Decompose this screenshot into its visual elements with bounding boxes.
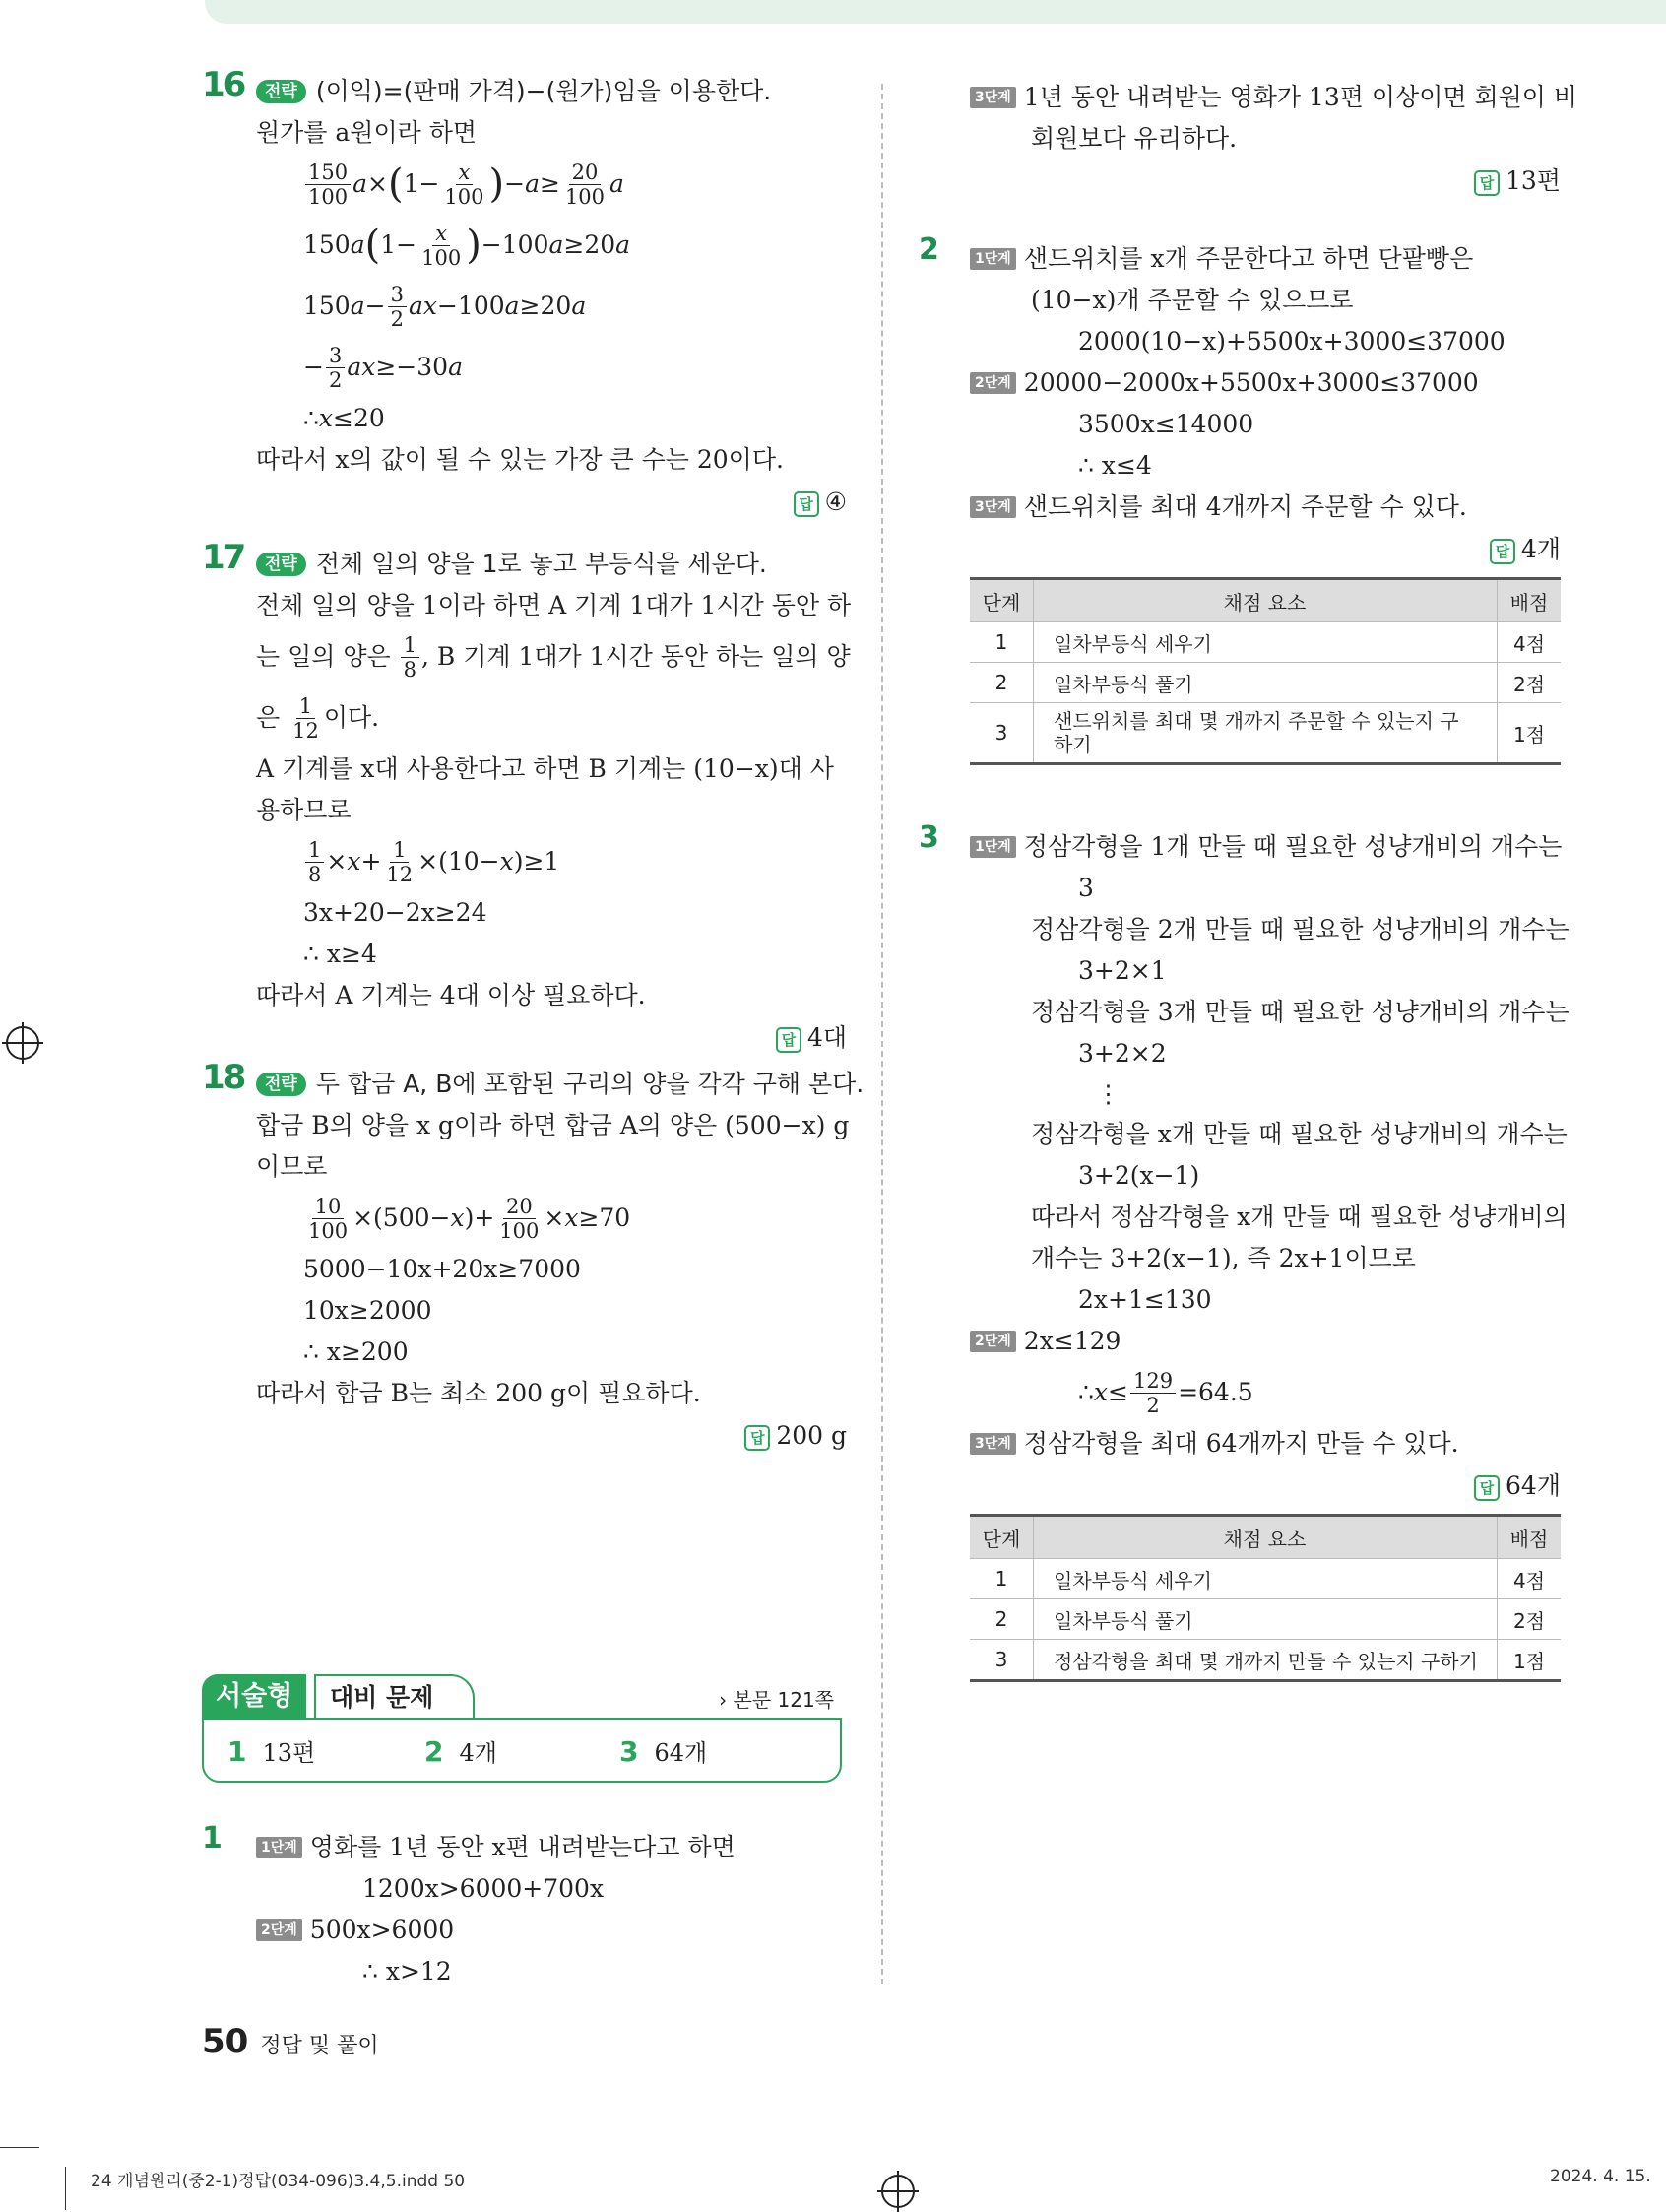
problem-number: 3: [919, 820, 937, 855]
equation: 150 a ( 1− $\frac{x}{100}$ ) −100 a ≥20 a: [303, 221, 631, 270]
equation: ∴ x≥200: [303, 1337, 409, 1366]
print-slug-date: 2024. 4. 15.: [1550, 2167, 1651, 2186]
registration-mark-icon: [6, 1026, 39, 1060]
essay-problem-1-continued: [970, 77, 1577, 203]
strategy-badge: 전략: [256, 80, 306, 103]
equation: 20000−2000x+5500x+3000≤37000: [1023, 368, 1479, 397]
table-row: 2 일차부등식 풀기 2점: [970, 663, 1561, 703]
text-line: 용하므로: [256, 796, 352, 824]
essay-prep-box: [202, 1674, 842, 1783]
equation: ∴ x≥4: [303, 940, 377, 968]
step-text: 정삼각형을 2개 만들 때 필요한 성냥개비의 개수는: [1031, 915, 1570, 943]
equation: $\frac{10}{100}$ ×(500− x )+ $\frac{20}{100}$ × x ≥70: [308, 1194, 631, 1243]
problem-17: [202, 538, 852, 1060]
problem-number: 1: [202, 1821, 221, 1855]
top-color-band: [205, 0, 1666, 24]
step-badge: 2단계: [970, 372, 1016, 394]
answer-summary-item: 2 4개: [424, 1735, 497, 1768]
answer-icon: 답: [1490, 539, 1515, 564]
step-badge: 1단계: [256, 1837, 302, 1858]
answer-icon: 답: [776, 1027, 801, 1053]
step-text: 샌드위치를 x개 주문한다고 하면 단팥빵은: [1023, 244, 1474, 273]
print-slug-file: 24 개념원리(중2-1)정답(034-096)3.4,5.indd 50: [91, 2172, 466, 2191]
conclusion: 따라서 x의 값이 될 수 있는 가장 큰 수는 20이다.: [256, 445, 784, 474]
conclusion: 따라서 합금 B는 최소 200 g이 필요하다.: [256, 1379, 701, 1407]
table-header: 단계: [970, 1516, 1034, 1559]
footer-label: 정답 및 풀이: [260, 2034, 379, 2058]
equation: 2x+1≤130: [1078, 1285, 1212, 1314]
equation: 10x≥2000: [303, 1296, 432, 1325]
equation: 2x≤129: [1023, 1327, 1121, 1355]
problem-number: 16: [202, 65, 245, 104]
essay-problem-2: [919, 232, 1561, 765]
equation: 1200x>6000+700x: [362, 1874, 605, 1903]
step-text: 정삼각형을 x개 만들 때 필요한 성냥개비의 개수는: [1031, 1120, 1568, 1148]
step-text: 정삼각형을 1개 만들 때 필요한 성냥개비의 개수는: [1023, 832, 1563, 861]
answer-icon: 답: [744, 1425, 770, 1451]
equation: 3: [1078, 874, 1094, 902]
answer-icon: 답: [794, 491, 819, 517]
text-line: 전체 일의 양을 1이라 하면 A 기계 1대가 1시간 동안 하: [256, 591, 852, 619]
column-divider: [881, 84, 883, 1984]
text-line: 은 $\frac{1}{12}$ 이다.: [256, 693, 380, 743]
strategy-text: (이익)=(판매 가격)−(원가)임을 이용한다.: [315, 77, 772, 105]
strategy-badge: 전략: [256, 553, 306, 576]
text-line: 이므로: [256, 1152, 328, 1181]
crop-mark: [0, 2147, 39, 2148]
equation: 3x+20−2x≥24: [303, 898, 487, 927]
strategy-text: 두 합금 A, B에 포함된 구리의 양을 각각 구해 본다.: [315, 1070, 865, 1098]
equation: $\frac{150}{100}$ a × ( 1− $\frac{x}{100}$ ) − a ≥ $\frac{20}{100}$ a: [256, 154, 847, 215]
equation: 500x>6000: [309, 1916, 455, 1944]
page-reference: › 본문 121쪽: [719, 1688, 834, 1712]
step-badge: 1단계: [970, 248, 1016, 270]
step-badge: 2단계: [256, 1919, 302, 1941]
page-footer: [202, 2022, 379, 2061]
table-row: 3 정삼각형을 최대 몇 개까지 만들 수 있는지 구하기 1점: [970, 1640, 1561, 1681]
table-header: 채점 요소: [1034, 579, 1498, 622]
text-line: 합금 B의 양을 x g이라 하면 합금 A의 양은 (500−x) g: [256, 1111, 850, 1139]
equation: 5000−10x+20x≥7000: [303, 1255, 581, 1283]
right-column: [919, 77, 1577, 1682]
page-number: 50: [202, 2022, 249, 2061]
step-text: 따라서 정삼각형을 x개 만들 때 필요한 성냥개비의: [1031, 1203, 1568, 1231]
step-badge: 3단계: [970, 1433, 1016, 1455]
ellipsis: ⋮: [1096, 1079, 1121, 1108]
answer: 답 64개: [970, 1464, 1561, 1508]
step-text: 샌드위치를 최대 4개까지 주문할 수 있다.: [1023, 492, 1467, 521]
table-header: 단계: [970, 579, 1034, 622]
box-title-main: 서술형: [202, 1674, 306, 1720]
equation: ∴ x ≤20: [303, 404, 385, 432]
table-header: 배점: [1498, 1516, 1562, 1559]
answer-icon: 답: [1474, 1475, 1500, 1501]
step-badge: 2단계: [970, 1331, 1016, 1352]
equation: 3+2(x−1): [1078, 1161, 1200, 1190]
text-line: 는 일의 양은 $\frac{1}{8}$ , B 기계 1대가 1시간 동안 하는 일의 양: [256, 632, 851, 682]
answer: 답 4대: [256, 1016, 847, 1060]
step-text: (10−x)개 주문할 수 있으므로: [1031, 286, 1354, 314]
scoring-table: [970, 1514, 1561, 1682]
left-column: [202, 65, 865, 1458]
equation: ∴ x>12: [362, 1957, 452, 1985]
problem-number: 18: [202, 1058, 245, 1097]
equation: 150 a − $\frac{3}{2}$ ax −100 a ≥20 a: [303, 282, 587, 331]
answer-summary-item: 3 64개: [619, 1735, 708, 1768]
equation: 2000(10−x)+5500x+3000≤37000: [1078, 327, 1506, 356]
step-text: 회원보다 유리하다.: [1031, 124, 1238, 153]
equation: 3+2×1: [1078, 956, 1167, 985]
step-badge: 1단계: [970, 836, 1016, 858]
step-text: 1년 동안 내려받는 영화가 13편 이상이면 회원이 비: [1023, 83, 1577, 111]
essay-problem-3: [919, 820, 1570, 1682]
strategy-badge: 전략: [256, 1073, 306, 1096]
step-text: 영화를 1년 동안 x편 내려받는다고 하면: [309, 1833, 736, 1861]
table-header: 채점 요소: [1034, 1516, 1498, 1559]
essay-problem-1: [202, 1821, 842, 1992]
problem-18: [202, 1058, 865, 1458]
step-text: 개수는 3+2(x−1), 즉 2x+1이므로: [1031, 1244, 1416, 1272]
answer: 답 200 g: [256, 1414, 847, 1458]
conclusion: 따라서 A 기계는 4대 이상 필요하다.: [256, 981, 646, 1009]
registration-mark-icon: [881, 2175, 915, 2208]
equation: ∴ x≤4: [1078, 451, 1152, 480]
answer: 답 4개: [970, 528, 1561, 571]
answer: 답 13편: [970, 160, 1561, 203]
problem-16: [202, 65, 847, 524]
equation: − $\frac{3}{2}$ ax ≥−30 a: [303, 343, 463, 392]
step-text: 정삼각형을 3개 만들 때 필요한 성냥개비의 개수는: [1031, 998, 1570, 1026]
equation: ∴ x ≤ $\frac{129}{2}$ =64.5: [1078, 1368, 1253, 1417]
table-row: 2 일차부등식 풀기 2점: [970, 1599, 1561, 1640]
table-row: 1 일차부등식 세우기 4점: [970, 622, 1561, 663]
answer-summary-item: 1 13편: [227, 1735, 316, 1768]
text-line: A 기계를 x대 사용한다고 하면 B 기계는 (10−x)대 사: [256, 754, 834, 783]
step-badge: 3단계: [970, 87, 1016, 108]
chevron-right-icon: ›: [719, 1688, 728, 1712]
answer-icon: 답: [1474, 170, 1500, 196]
step-text: 정삼각형을 최대 64개까지 만들 수 있다.: [1023, 1429, 1459, 1458]
step-badge: 3단계: [970, 496, 1016, 518]
text-line: 원가를 a원이라 하면: [256, 118, 477, 147]
problem-number: 17: [202, 538, 245, 577]
equation: 3+2×2: [1078, 1039, 1167, 1068]
answer: 답 ④: [256, 481, 847, 524]
table-row: 3 샌드위치를 최대 몇 개까지 주문할 수 있는지 구 하기 1점: [970, 703, 1561, 764]
strategy-text: 전체 일의 양을 1로 놓고 부등식을 세운다.: [315, 550, 767, 578]
problem-number: 2: [919, 232, 937, 267]
crop-mark: [65, 2167, 66, 2210]
box-title-sub: 대비 문제: [314, 1674, 475, 1720]
equation: 3500x≤14000: [1078, 410, 1254, 438]
table-row: 1 일차부등식 세우기 4점: [970, 1559, 1561, 1599]
scoring-table: [970, 577, 1561, 765]
table-header: 배점: [1498, 579, 1562, 622]
equation: $\frac{1}{8}$ × x + $\frac{1}{12}$ ×(10− x )≥1: [256, 831, 847, 892]
